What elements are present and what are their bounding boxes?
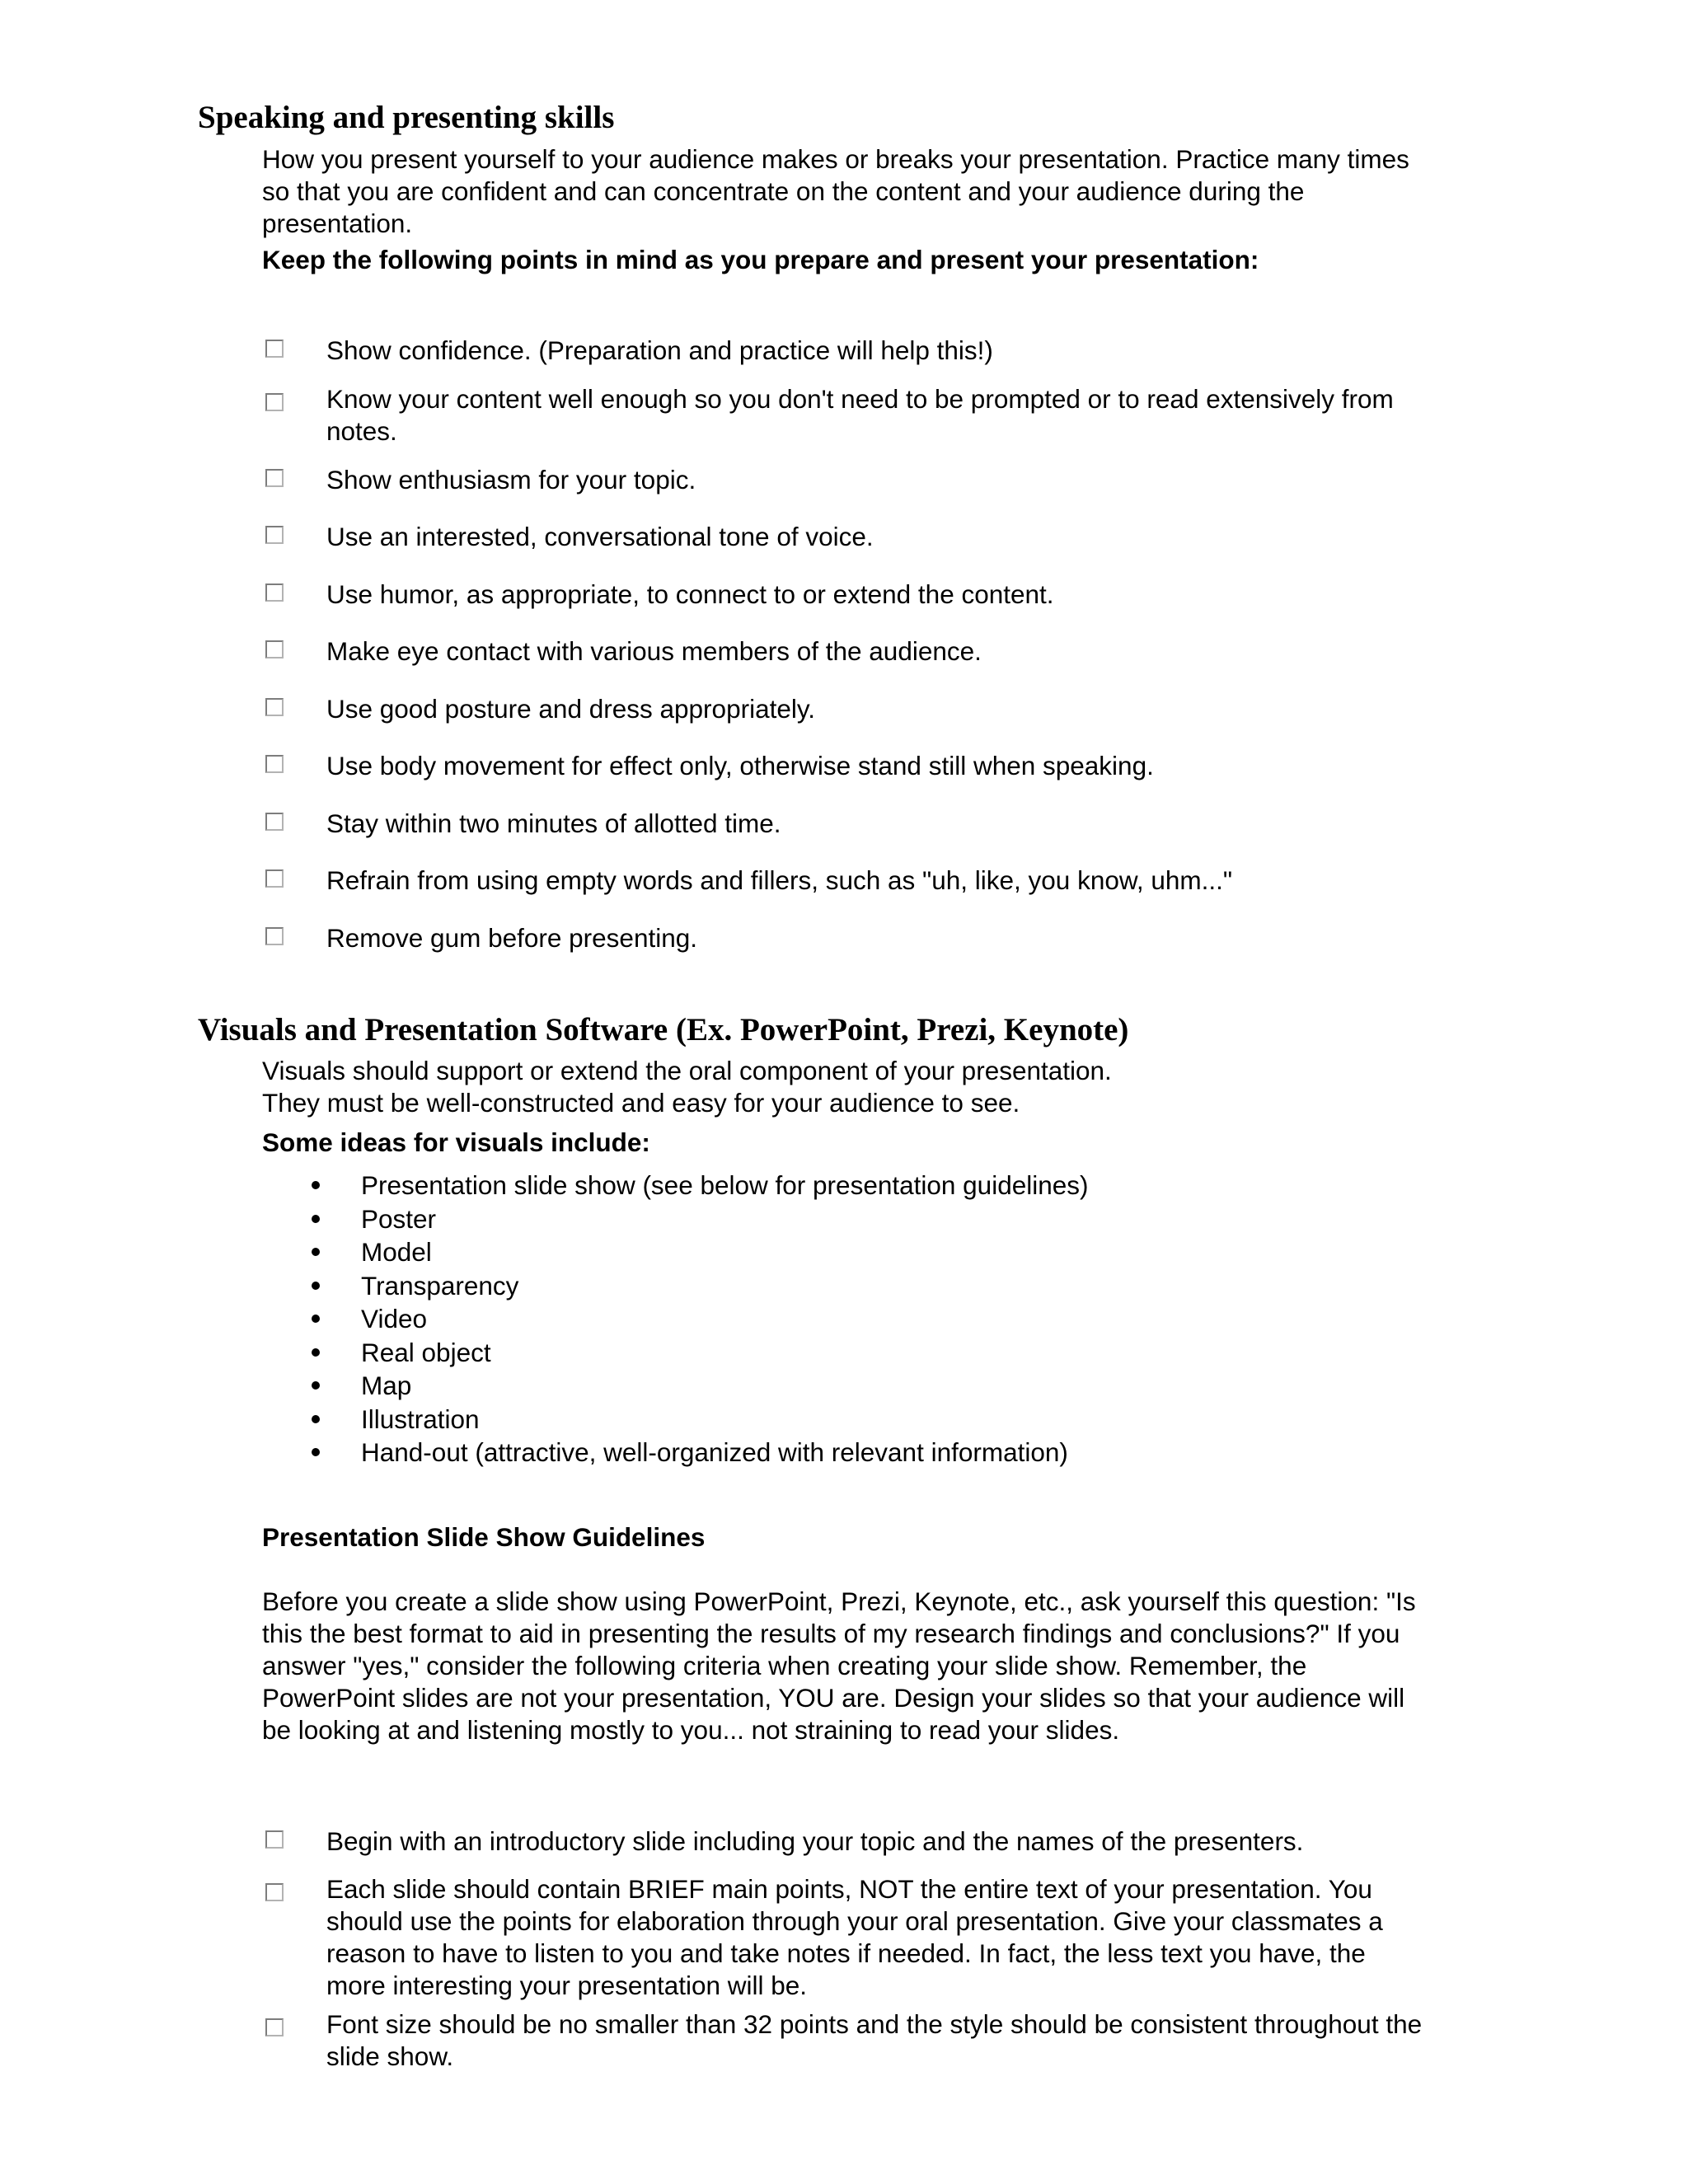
checkbox-icon[interactable]	[265, 340, 284, 358]
bullet-icon	[312, 1315, 320, 1323]
list-item	[262, 1202, 1089, 1236]
checkbox-icon[interactable]	[265, 1830, 284, 1849]
checkbox-icon[interactable]	[265, 640, 284, 658]
checklist-item-text: Make eye contact with various members of the audience.	[326, 636, 982, 666]
checklist-item-text: Show enthusiasm for your topic.	[326, 465, 696, 494]
checklist-item-text: Use body movement for effect only, otherwise stand still when speaking.	[326, 751, 1154, 780]
checkbox-icon[interactable]	[265, 2018, 284, 2036]
checklist-item-text: Refrain from using empty words and fillers, such as "uh, like, you know, uhm..."	[326, 865, 1233, 895]
checklist-item-text: Font size should be no smaller than 32 points and the style should be consistent throughout the slide show.	[326, 2009, 1423, 2071]
checkbox-icon[interactable]	[265, 526, 284, 544]
list-item	[262, 1169, 1089, 1202]
list-item	[262, 1302, 1089, 1336]
list-item-text: Illustration	[361, 1404, 480, 1434]
list-item	[262, 1269, 1089, 1303]
list-item-text: Hand-out (attractive, well-organized with relevant information)	[361, 1437, 1068, 1467]
bullet-icon	[312, 1282, 320, 1290]
checklist-item-text: Use an interested, conversational tone of voice.	[326, 522, 874, 551]
bullet-icon	[312, 1248, 320, 1256]
visuals-subheading: Some ideas for visuals include:	[262, 1127, 650, 1157]
checkbox-icon[interactable]	[265, 583, 284, 602]
visuals-bullet-list	[262, 1169, 1089, 1469]
visuals-intro-line-1: Visuals should support or extend the oral component of your presentation.	[262, 1056, 1112, 1085]
checkbox-icon[interactable]	[265, 393, 284, 411]
slide-show-intro-paragraph: Before you create a slide show using PowerPoint, Prezi, Keynote, etc., ask yourself this question: "Is this the best format to aid in presenting the results of my research findings and conclusions?" If you answer "yes," consider the following criteria when creating your slide show. Remember, the PowerPoint slides are not your presentation, YOU are. Design your slides so that your audience will be looking at and listening mostly to you... not straining to read your slides.	[262, 1586, 1416, 1745]
checkbox-icon[interactable]	[265, 813, 284, 831]
checkbox-icon[interactable]	[265, 927, 284, 945]
speaking-subheading: Keep the following points in mind as you prepare and present your presentation:	[262, 245, 1259, 274]
bullet-icon	[312, 1448, 320, 1456]
list-item-text: Model	[361, 1237, 432, 1267]
list-item-text: Presentation slide show (see below for presentation guidelines)	[361, 1170, 1089, 1200]
bullet-icon	[312, 1181, 320, 1189]
checklist-item-text: Remove gum before presenting.	[326, 923, 697, 953]
bullet-icon	[312, 1381, 320, 1390]
bullet-icon	[312, 1215, 320, 1223]
checkbox-icon[interactable]	[265, 469, 284, 487]
section-heading-speaking: Speaking and presenting skills	[198, 100, 615, 135]
checklist-item-text: Stay within two minutes of allotted time.	[326, 808, 781, 838]
checklist-item-text: Show confidence. (Preparation and practice will help this!)	[326, 335, 993, 365]
checklist-item-text: Know your content well enough so you don't need to be prompted or to read extensively from notes.	[326, 384, 1394, 446]
slide-show-guidelines-heading: Presentation Slide Show Guidelines	[262, 1522, 706, 1552]
list-item	[262, 1369, 1089, 1403]
checkbox-icon[interactable]	[265, 869, 284, 888]
checklist-item-text: Begin with an introductory slide including your topic and the names of the presenters.	[326, 1826, 1304, 1856]
speaking-intro-paragraph: How you present yourself to your audience makes or breaks your presentation. Practice many times so that you are confident and can concentrate on the content and your audience during the presentation.	[262, 144, 1409, 238]
list-item-text: Transparency	[361, 1270, 519, 1301]
list-item	[262, 1436, 1089, 1469]
list-item	[262, 1235, 1089, 1269]
checklist-item-text: Use humor, as appropriate, to connect to or extend the content.	[326, 579, 1054, 609]
bullet-icon	[312, 1348, 320, 1357]
checklist-item-text: Each slide should contain BRIEF main points, NOT the entire text of your presentation. You should use the points for elaboration through your oral presentation. Give your classmates a reason to have to listen to you and take notes if needed. In fact, the less text you have, the more interesting your presentation will be.	[326, 1874, 1383, 2000]
visuals-intro-line-2: They must be well-constructed and easy for your audience to see.	[262, 1088, 1020, 1118]
list-item-text: Video	[361, 1304, 427, 1333]
list-item-text: Real object	[361, 1337, 491, 1367]
list-item-text: Map	[361, 1371, 412, 1400]
section-heading-visuals: Visuals and Presentation Software (Ex. PowerPoint, Prezi, Keynote)	[198, 1012, 1129, 1047]
list-item-text: Poster	[361, 1203, 437, 1234]
bullet-icon	[312, 1415, 320, 1423]
list-item	[262, 1336, 1089, 1370]
list-item	[262, 1403, 1089, 1436]
checkbox-icon[interactable]	[265, 698, 284, 716]
checkbox-icon[interactable]	[265, 755, 284, 773]
checklist-item-text: Use good posture and dress appropriately.	[326, 694, 816, 724]
checkbox-icon[interactable]	[265, 1883, 284, 1901]
